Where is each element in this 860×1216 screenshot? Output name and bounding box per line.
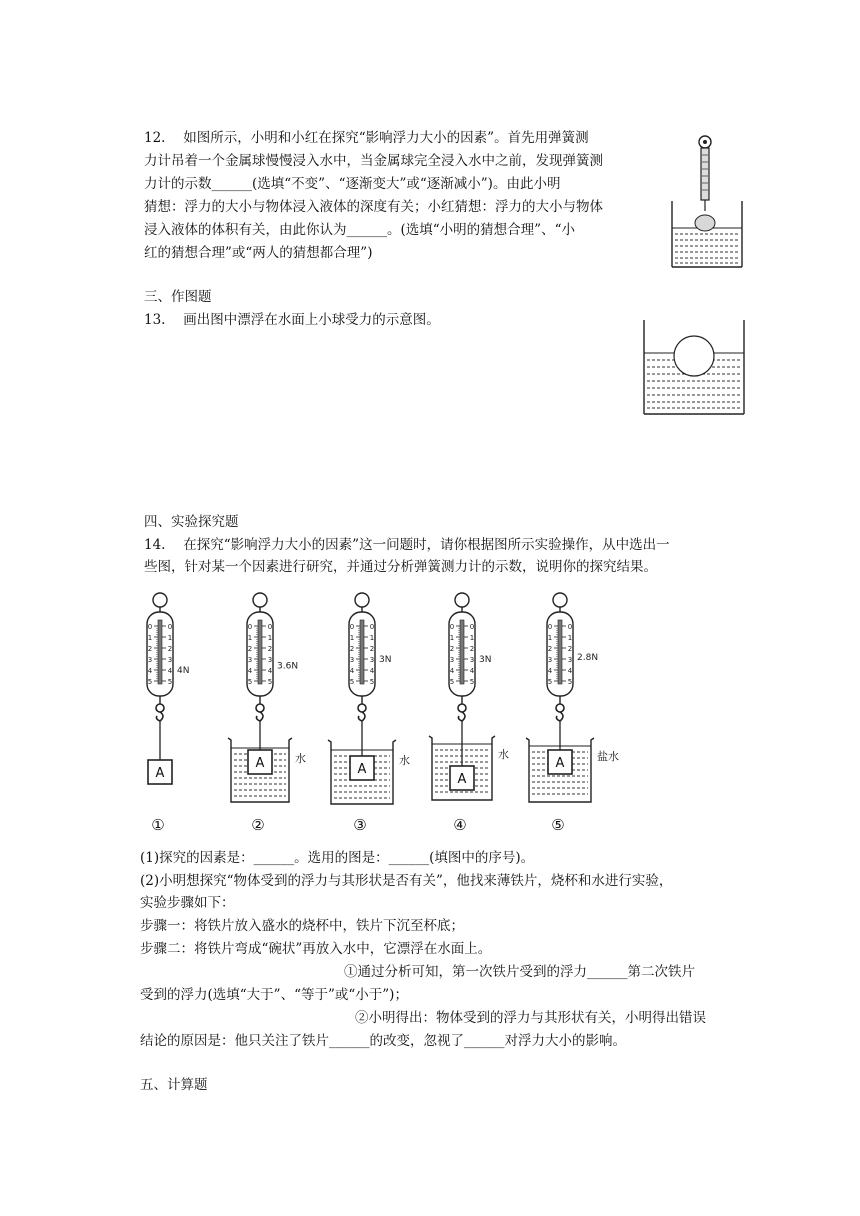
q14-step2: 步骤二：将铁片弯成“碗状”再放入水中，它漂浮在水面上。 xyxy=(140,941,492,957)
figure-number: ② xyxy=(251,816,265,834)
q12-figure xyxy=(668,133,750,273)
q12-line-5: 浸入液体的体积有关，由此你认为______。(选填“小明的猜想合理”、“小 xyxy=(144,222,575,238)
scale-tick-label: 4 xyxy=(369,667,375,675)
scale-tick-label: 3 xyxy=(267,656,273,664)
scale-tick-label: 5 xyxy=(547,678,553,686)
scale-tick-label: 2 xyxy=(567,645,573,653)
scale-ring xyxy=(455,593,469,607)
scale-reading: 3.6N xyxy=(277,661,299,672)
scale-tick-label: 3 xyxy=(469,656,475,664)
figure-number: ③ xyxy=(353,816,367,834)
scale-tick-label: 2 xyxy=(267,645,273,653)
scale-tick-label: 3 xyxy=(369,656,375,664)
q13-text: 13. 画出图中漂浮在水面上小球受力的示意图。 xyxy=(144,312,440,328)
scale-tick-label: 4 xyxy=(167,667,173,675)
scale-tick-label: 3 xyxy=(567,656,573,664)
scale-reading: 3N xyxy=(379,655,392,665)
block-a-label: A xyxy=(357,762,367,777)
scale-tick-label: 1 xyxy=(349,634,355,642)
scale-tick-label: 5 xyxy=(369,678,375,686)
scale-ring xyxy=(253,593,267,607)
scale-hook-loop xyxy=(556,704,564,712)
scale-hook-loop xyxy=(458,704,466,712)
scale-reading: 4N xyxy=(177,666,190,676)
scale-hook xyxy=(358,712,365,721)
scale-tick-label: 2 xyxy=(547,645,553,653)
scale-tick-label: 4 xyxy=(349,667,355,675)
q14-part2-line-2: 实验步骤如下： xyxy=(140,895,235,911)
scale-tick-label: 5 xyxy=(267,678,273,686)
q12-line-3: 力计的示数______(选填“不变”、“逐渐变大”或“逐渐减小”)。由此小明 xyxy=(144,176,561,192)
scale-tick-label: 1 xyxy=(469,634,475,642)
scale-tick-label: 4 xyxy=(267,667,273,675)
scale-tick-label: 0 xyxy=(369,623,375,631)
scale-tick-label: 5 xyxy=(567,678,573,686)
liquid-label: 水 xyxy=(498,748,509,761)
scale-tick-label: 2 xyxy=(247,645,253,653)
liquid-label: 水 xyxy=(399,754,410,767)
q14-intro-line-2: 些图，针对某一个因素进行研究，并通过分析弹簧测力计的示数，说明你的探究结果。 xyxy=(144,559,657,575)
scale-tick-label: 0 xyxy=(267,623,273,631)
liquid-label: 盐水 xyxy=(597,750,619,763)
scale-tick-label: 4 xyxy=(469,667,475,675)
scale-tick-label: 4 xyxy=(567,667,573,675)
block-a-label: A xyxy=(155,766,165,781)
scale-tick-label: 0 xyxy=(247,623,253,631)
q14-sub1-line-1: ①通过分析可知，第一次铁片受到的浮力______第二次铁片 xyxy=(344,964,695,980)
scale-tick-label: 0 xyxy=(147,623,153,631)
scale-tick-label: 2 xyxy=(449,645,455,653)
scale-slot xyxy=(460,620,464,684)
scale-hook xyxy=(458,712,465,721)
scale-ring xyxy=(153,593,167,607)
scale-tick-label: 4 xyxy=(449,667,455,675)
section-5-title: 五、计算题 xyxy=(140,1077,208,1093)
q14-intro-line-1: 14. 在探究“影响浮力大小的因素”这一问题时，请你根据图所示实验操作，从中选出一 xyxy=(144,537,670,553)
figure-number: ④ xyxy=(453,816,467,834)
block-a-label: A xyxy=(555,756,565,771)
scale-hook-loop xyxy=(358,704,366,712)
scale-tick-label: 3 xyxy=(247,656,253,664)
scale-tick-label: 4 xyxy=(247,667,253,675)
q14-figure xyxy=(130,588,650,838)
scale-tick-label: 2 xyxy=(469,645,475,653)
scale-tick-label: 0 xyxy=(349,623,355,631)
scale-tick-label: 4 xyxy=(547,667,553,675)
scale-tick-label: 0 xyxy=(449,623,455,631)
scale-tick-label: 5 xyxy=(449,678,455,686)
scale-tick-label: 1 xyxy=(449,634,455,642)
q14-part2-line-1: (2)小明想探究“物体受到的浮力与其形状是否有关”，他找来薄铁片，烧杯和水进行实验， xyxy=(140,873,673,889)
scale-ring xyxy=(553,593,567,607)
scale-tick-label: 0 xyxy=(167,623,173,631)
scale-tick-label: 0 xyxy=(469,623,475,631)
liquid-label: 水 xyxy=(295,752,306,765)
q14-sub2-line-2: 结论的原因是：他只关注了铁片______的改变，忽视了______对浮力大小的影响。 xyxy=(140,1033,626,1049)
scale-tick-label: 1 xyxy=(247,634,253,642)
q14-sub2-line-1: ②小明得出：物体受到的浮力与其形状有关，小明得出错误 xyxy=(355,1010,706,1026)
scale-tick-label: 5 xyxy=(167,678,173,686)
scale-tick-label: 1 xyxy=(267,634,273,642)
scale-slot xyxy=(158,620,162,684)
section-4-title: 四、实验探究题 xyxy=(144,514,239,530)
scale-tick-label: 5 xyxy=(349,678,355,686)
scale-tick-label: 1 xyxy=(567,634,573,642)
q12-line-1: 12. 如图所示，小明和小红在探究“影响浮力大小的因素”。首先用弹簧测 xyxy=(144,130,589,146)
q14-part1: (1)探究的因素是：______。选用的图是：______(填图中的序号)。 xyxy=(140,850,535,866)
q14-step1: 步骤一：将铁片放入盛水的烧杯中，铁片下沉至杯底； xyxy=(140,918,464,934)
scale-reading: 2.8N xyxy=(577,652,599,663)
scale-hook xyxy=(556,712,563,721)
scale-tick-label: 1 xyxy=(369,634,375,642)
scale-ring xyxy=(355,593,369,607)
scale-tick-label: 3 xyxy=(167,656,173,664)
scale-reading: 3N xyxy=(479,655,492,665)
q12-line-4: 猜想：浮力的大小与物体浸入液体的深度有关；小红猜想：浮力的大小与物体 xyxy=(144,199,603,215)
scale-slot xyxy=(558,620,562,684)
scale-tick-label: 4 xyxy=(147,667,153,675)
scale-tick-label: 0 xyxy=(547,623,553,631)
figure-number: ① xyxy=(151,816,165,834)
q14-sub1-line-2: 受到的浮力(选填“大于”、“等于”或“小于”)； xyxy=(140,987,408,1003)
scale-tick-label: 3 xyxy=(547,656,553,664)
scale-hook xyxy=(156,712,163,721)
scale-tick-label: 3 xyxy=(147,656,153,664)
q13-figure xyxy=(640,318,750,418)
scale-tick-label: 3 xyxy=(349,656,355,664)
scale-tick-label: 2 xyxy=(147,645,153,653)
scale-tick-label: 2 xyxy=(167,645,173,653)
scale-tick-label: 2 xyxy=(349,645,355,653)
scale-tick-label: 2 xyxy=(369,645,375,653)
scale-hook-loop xyxy=(256,704,264,712)
scale-slot xyxy=(360,620,364,684)
scale-hook xyxy=(256,712,263,721)
scale-tick-label: 0 xyxy=(567,623,573,631)
scale-tick-label: 5 xyxy=(469,678,475,686)
scale-tick-label: 1 xyxy=(147,634,153,642)
block-a-label: A xyxy=(457,772,467,787)
scale-tick-label: 1 xyxy=(167,634,173,642)
figure-number: ⑤ xyxy=(551,816,565,834)
scale-hook-loop xyxy=(156,704,164,712)
section-3-title: 三、作图题 xyxy=(144,289,212,305)
scale-slot xyxy=(258,620,262,684)
scale-tick-label: 3 xyxy=(449,656,455,664)
scale-tick-label: 1 xyxy=(547,634,553,642)
q12-line-2: 力计吊着一个金属球慢慢浸入水中，当金属球完全浸入水中之前，发现弹簧测 xyxy=(144,153,603,169)
scale-tick-label: 5 xyxy=(147,678,153,686)
block-a-label: A xyxy=(255,756,265,771)
scale-tick-label: 5 xyxy=(247,678,253,686)
q12-line-6: 红的猜想合理”或“两人的猜想都合理”) xyxy=(144,245,373,261)
